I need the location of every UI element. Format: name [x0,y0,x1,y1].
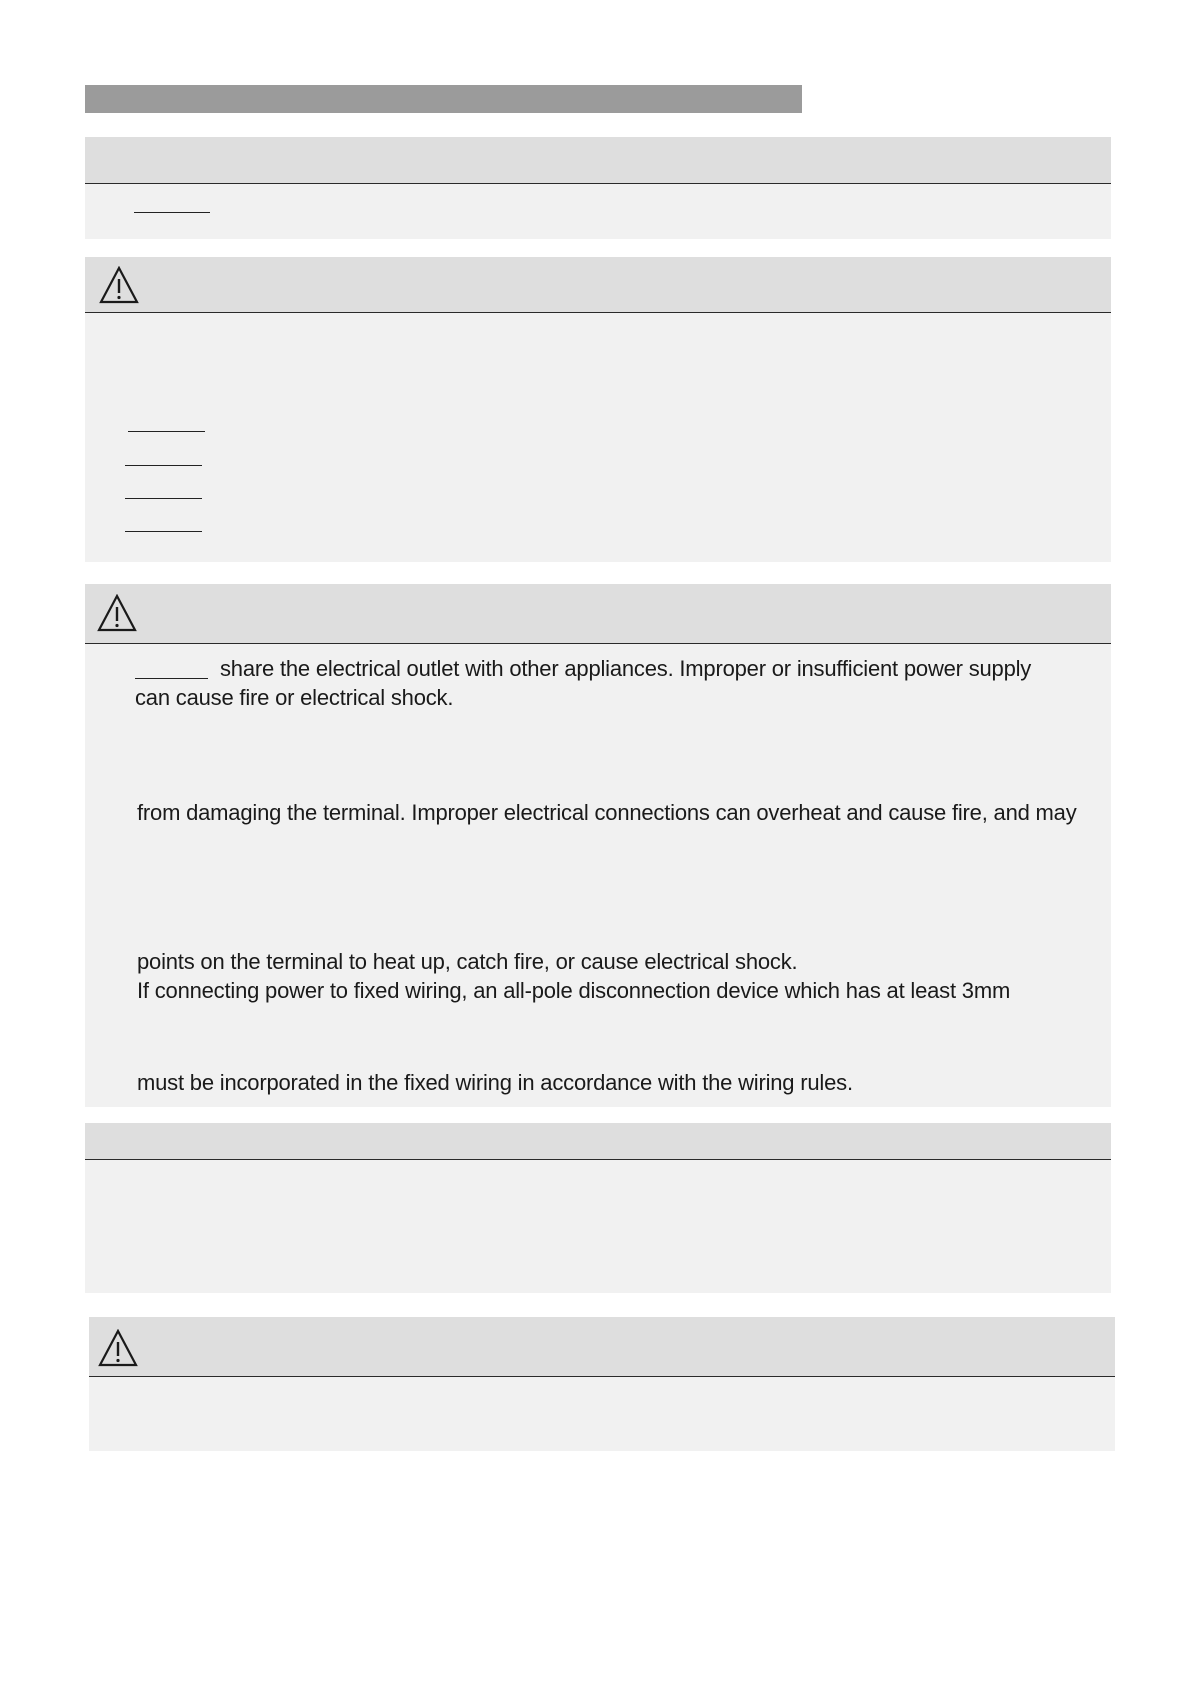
notice-section-2 [85,1123,1111,1293]
underlined-keyword [125,465,202,466]
warning-section-1 [85,257,1111,562]
notice-section-1 [85,137,1111,239]
warning-section-2 [85,584,1111,1107]
warning-paragraph-3-line-1: points on the terminal to heat up, catch fire, or cause electrical shock. [137,949,798,974]
warning-section-2-header [85,584,1111,644]
warning-paragraph-1-line-2: can cause fire or electrical shock. [135,685,454,710]
underlined-keyword [135,678,208,679]
warning-section-3-header [89,1317,1115,1377]
warning-triangle-icon [97,594,137,632]
warning-triangle-icon [98,1329,138,1367]
page-title-bar [85,85,802,113]
warning-paragraph-3-line-2: If connecting power to fixed wiring, an all-pole disconnection device which has at least 3mm [137,978,1011,1003]
underlined-keyword [134,212,210,213]
underlined-keyword [125,498,202,499]
warning-paragraph-2-line-1: from damaging the terminal. Improper electrical connections can overheat and cause fire, and may [137,800,1077,825]
notice-section-1-header [85,137,1111,184]
notice-section-2-header [85,1123,1111,1160]
warning-section-1-header [85,257,1111,313]
underlined-keyword [125,531,202,532]
warning-triangle-icon [99,266,139,304]
warning-paragraph-1-line-1: share the electrical outlet with other appliances. Improper or insufficient power supply [220,656,1032,681]
warning-paragraph-4-line-1: must be incorporated in the fixed wiring in accordance with the wiring rules. [137,1070,853,1095]
warning-section-3 [89,1317,1115,1451]
underlined-keyword [128,431,205,432]
